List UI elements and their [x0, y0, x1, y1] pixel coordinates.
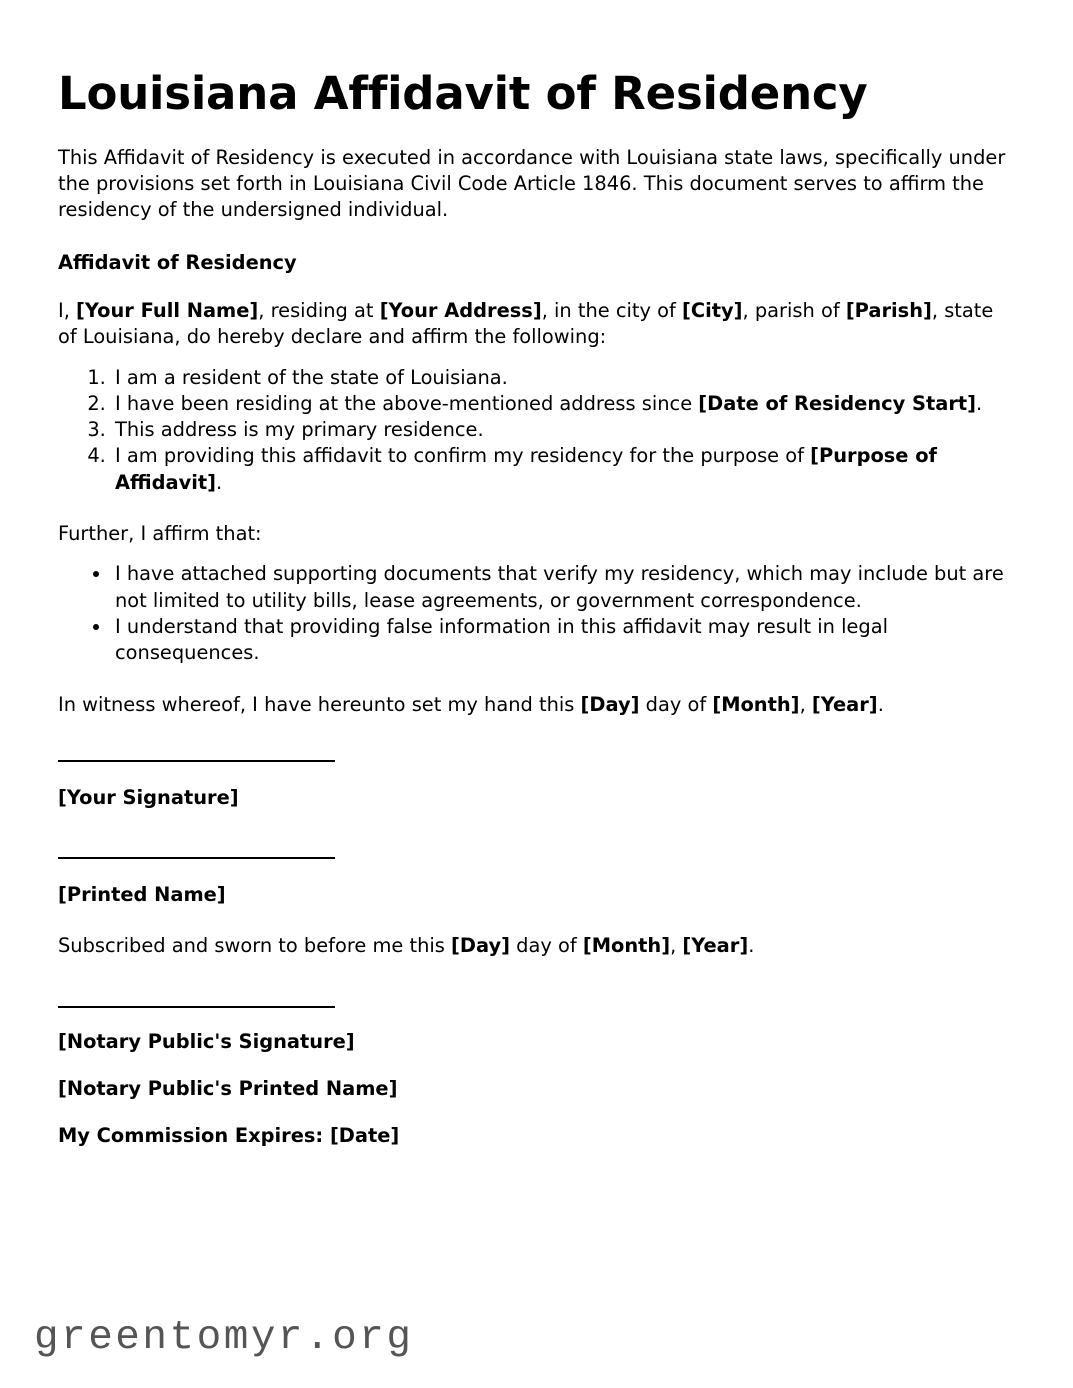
- printed-name-line: [58, 857, 335, 859]
- further-affirm-paragraph: Further, I affirm that:: [58, 522, 262, 546]
- signature-line: [58, 760, 335, 762]
- list-item-text: I have been residing at the above-mentioned address since: [115, 391, 699, 415]
- declaration-text-1: I,: [58, 298, 77, 322]
- intro-paragraph: This Affidavit of Residency is executed in accordance with Louisiana state laws, specifically under the provisions set forth in Louisiana Civil Code Article 1846. This document serves to affirm the residency of the undersigned individual.: [58, 145, 1006, 222]
- witness-text-3: ,: [799, 692, 812, 716]
- city-placeholder: [City]: [682, 298, 743, 322]
- notary-year-placeholder: [Year]: [682, 934, 749, 958]
- notary-day-placeholder: [Day]: [451, 934, 510, 958]
- day-placeholder: [Day]: [580, 692, 640, 716]
- list-item: [112, 417, 1016, 443]
- parish-placeholder: [Parish]: [845, 298, 932, 322]
- notary-month-placeholder: [Month]: [582, 934, 671, 958]
- notary-signature-line: [58, 1006, 335, 1008]
- list-item: • I have attached supporting documents that verify my residency, which may include but are not limited to utility bills, lease agreements, or government correspondence.: [112, 561, 1016, 614]
- affirmation-bullet-list: [58, 561, 1016, 666]
- section-heading: Affidavit of Residency: [58, 250, 297, 274]
- page-title: Louisiana Affidavit of Residency: [58, 67, 868, 120]
- declaration-text-3: , in the city of: [541, 298, 682, 322]
- list-item-placeholder: [Purpose of Affidavit]: [115, 444, 937, 494]
- sworn-paragraph: [58, 933, 1016, 959]
- month-placeholder: [Month]: [712, 692, 800, 716]
- notary-printed-name-label: [Notary Public's Printed Name]: [58, 1076, 398, 1100]
- site-watermark: greentomyr.org: [34, 1315, 414, 1361]
- witness-text-1: In witness whereof, I have hereunto set my hand this: [58, 692, 581, 716]
- list-item-suffix: .: [216, 470, 223, 494]
- witness-text-2: day of: [639, 692, 713, 716]
- witness-text-4: .: [877, 692, 884, 716]
- list-item: [112, 443, 1016, 496]
- list-item: • I understand that providing false information in this affidavit may result in legal consequences.: [112, 614, 1016, 667]
- notary-signature-label: [Notary Public's Signature]: [58, 1029, 355, 1053]
- address-placeholder: [Your Address]: [379, 298, 542, 322]
- sworn-text-3: ,: [670, 934, 683, 958]
- your-signature-label: [Your Signature]: [58, 785, 239, 809]
- list-item: [112, 391, 1016, 417]
- list-item-text: This address is my primary residence.: [115, 418, 484, 442]
- declaration-paragraph: [58, 298, 1016, 351]
- sworn-text-4: .: [748, 934, 755, 958]
- list-item: [112, 365, 1016, 391]
- list-item-text: I am a resident of the state of Louisiana.: [115, 365, 508, 389]
- declaration-text-4: , parish of: [742, 298, 846, 322]
- printed-name-label: [Printed Name]: [58, 883, 226, 907]
- signature-rule-container: [58, 718, 1016, 762]
- declaration-text-2: , residing at: [258, 298, 380, 322]
- sworn-text-1: Subscribed and sworn to before me this: [58, 934, 452, 958]
- list-item-suffix: .: [976, 391, 983, 415]
- list-item-placeholder: [Date of Residency Start]: [698, 391, 977, 415]
- printed-name-rule-container: [58, 811, 1016, 859]
- notary-signature-rule-container: [58, 960, 1016, 1008]
- notary-commission-expires: My Commission Expires: [Date]: [58, 1124, 400, 1148]
- list-item-text: I am providing this affidavit to confirm my residency for the purpose of: [115, 444, 811, 468]
- witness-paragraph: [58, 692, 1016, 718]
- declaration-text-5: , state of Louisiana, do hereby declare and affirm the following:: [58, 298, 994, 349]
- year-placeholder: [Year]: [811, 692, 878, 716]
- sworn-text-2: day of: [509, 934, 583, 958]
- full-name-placeholder: [Your Full Name]: [76, 298, 259, 322]
- declaration-numbered-list: [58, 365, 1016, 496]
